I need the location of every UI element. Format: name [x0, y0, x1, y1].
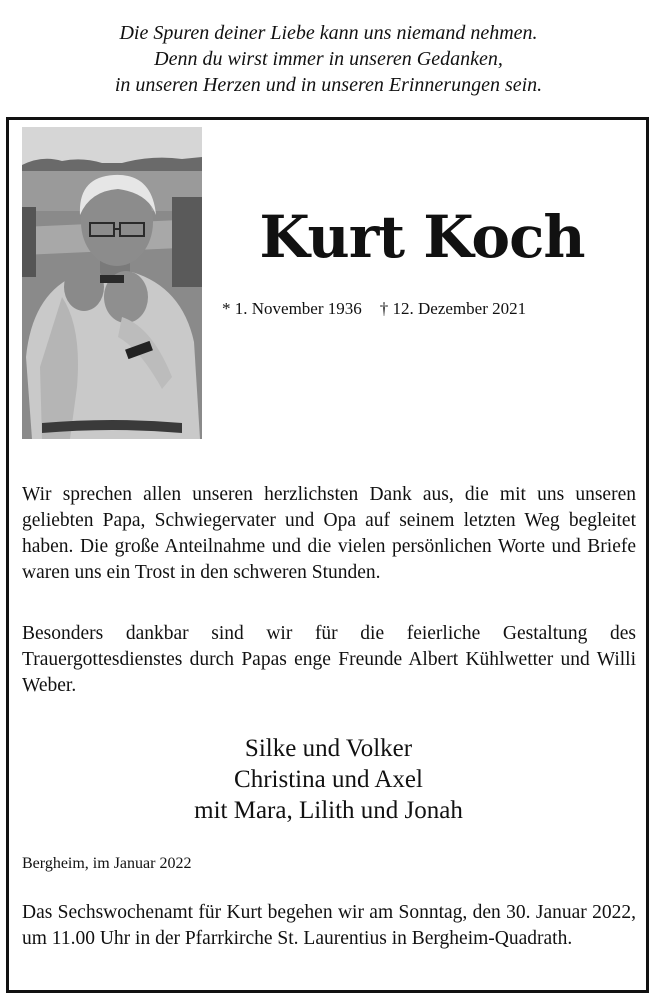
place-date: Bergheim, im Januar 2022: [22, 855, 192, 872]
motto-line: in unseren Herzen und in unseren Erinnerungen sein.: [114, 74, 543, 96]
portrait-photo: [22, 127, 202, 439]
birth-date: * 1. November 1936: [222, 299, 362, 318]
motto-line: Denn du wirst immer in unseren Gedanken,: [154, 48, 503, 70]
life-dates: [222, 299, 642, 319]
family-line: Christina und Axel: [234, 766, 423, 793]
motto: [0, 20, 657, 98]
family-signature: [0, 733, 657, 826]
deceased-name: Kurt Koch: [259, 203, 585, 271]
motto-line: Die Spuren deiner Liebe kann uns niemand nehmen.: [119, 22, 538, 44]
family-line: Silke und Volker: [244, 735, 413, 762]
special-thanks-paragraph: Besonders dankbar sind wir für die feierliche Gestaltung des Trauergottesdienstes durch Papas enge Freunde Albert Kühlwetter und Willi Weber.: [22, 623, 636, 696]
thanks-paragraph: Wir sprechen allen unseren herzlichsten Dank aus, die mit uns unseren geliebten Papa, Schwiegervater und Opa auf seinem letzten Weg begleitet haben. Die große Anteilnahme und die vielen persönlichen Worte und Briefe waren uns ein Trost in den schweren Stunden.: [22, 484, 636, 583]
death-date: † 12. Dezember 2021: [379, 299, 527, 318]
mass-announcement: Das Sechswochenamt für Kurt begehen wir am Sonntag, den 30. Januar 2022, um 11.00 Uhr in der Pfarrkirche St. Laurentius in Bergheim-Quadrath.: [22, 902, 636, 949]
family-line: mit Mara, Lilith und Jonah: [194, 797, 463, 824]
